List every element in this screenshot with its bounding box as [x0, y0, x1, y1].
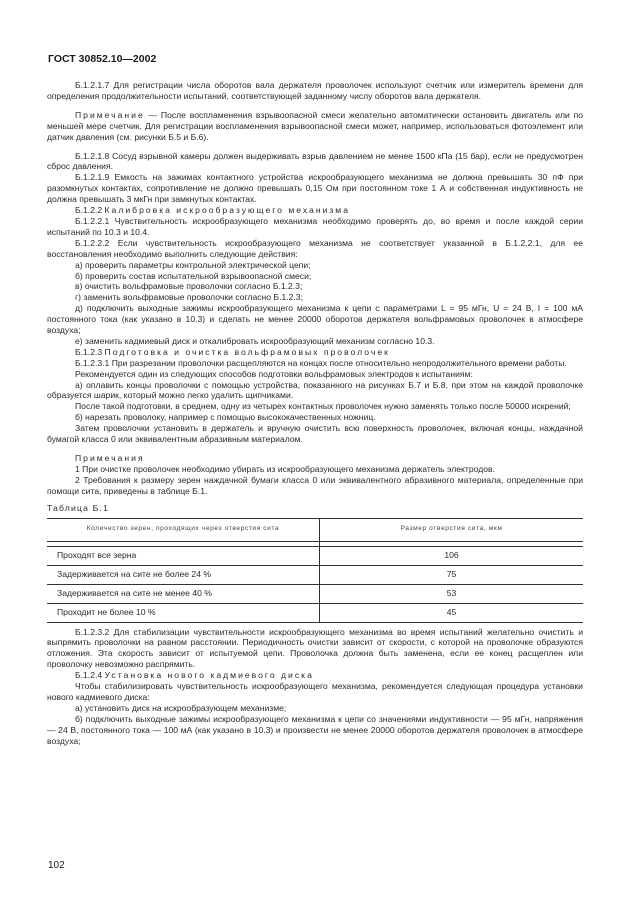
section-b124-heading	[47, 670, 583, 681]
table-cell: Проходит не более 10 %	[47, 603, 320, 622]
table-header-cell: Размер отверстия сита, мкм	[320, 518, 584, 541]
table-row	[47, 565, 583, 584]
table-row	[47, 603, 583, 622]
table-cell: Проходят все зерна	[47, 546, 320, 565]
paragraph-recommend: Рекомендуется один из следующих способов подготовки вольфрамовых электродов к испытаниям:	[75, 368, 473, 379]
document-body	[47, 80, 583, 747]
paragraph-b1218: Б.1.2.1.8 Сосуд взрывной камеры должен выдерживать взрыв давлением не менее 1500 кПа (15 бар), если не предусмотрен сброс давления.	[47, 150, 583, 172]
sieve-table	[47, 518, 583, 623]
note-text: — После воспламенения взрывоопасной смеси желательно автоматически остановить двигатель или по меньшей мере счетчик. Для регистрации воспламенения взрывоопасной смеси может, например, использоваться фотоэлемент или датчик давления (см. рисунки Б.5 и Б.6).	[47, 109, 583, 142]
list-item: д) подключить выходные зажимы искрообразующего механизма к цепи с параметрами L = 95 мГн, U = 24 В, I = 100 мА постоянного тока (как указано в 10.3) и сделать не менее 20000 оборотов держателя вольфрамовых проволочек в атмосфере воздуха;	[47, 303, 583, 336]
list-item: а) проверить параметры контрольной электрической цепи;	[75, 259, 311, 270]
paragraph-b1219: Б.1.2.1.9 Емкость на зажимах контактного устройства искрообразующего механизма не должна превышать 30 пФ при разомкнутых контактах, сопротивление не должно превышать 0,15 Ом при постоянном токе 1 А и собственная индуктивность не должна превышать 3 мкГн при замкнутых контактах.	[47, 172, 583, 205]
table-cell: 106	[320, 546, 584, 565]
section-b122-heading	[47, 205, 583, 216]
section-b123-heading	[47, 347, 583, 358]
list-item: б) подключить выходные зажимы искрообразующего механизма к цепи со значениями индуктивности — 95 мГн, напряжения — 24 В, постоянного тока — 100 мА (как указано в 10.3) и произвести не менее 20000 оборотов держателя проволочек в атмосфере воздуха;	[47, 713, 583, 746]
paragraph-b1217: Б.1.2.1.7 Для регистрации числа оборотов вала держателя проволочек используют счетчик или измеритель времени для определения продолжительности испытаний, соответствующей заданному числу оборотов вала держателя.	[47, 80, 583, 101]
note-item: 2 Требования к размеру зерен наждачной бумаги класса 0 или эквивалентного абразивного материала, определенные при помощи сита, приведены в таблице Б.1.	[47, 474, 583, 496]
table-cell: 75	[320, 565, 584, 584]
section-number: Б.1.2.4	[75, 670, 103, 681]
section-number: Б.1.2.3	[75, 346, 103, 357]
list-item: б) проверить состав испытательной взрывоопасной смеси;	[75, 270, 312, 281]
paragraph-then: Затем проволочки установить в держатель и вручную очистить всю поверхность проволочек, включая концы, наждачной бумагой класса 0 или эквивалентным абразивным материалом.	[47, 423, 583, 445]
section-title: Калибровка искрообразующего механизма	[104, 205, 350, 216]
table-cell: Задерживается на сите не менее 40 %	[47, 584, 320, 603]
list-item: г) заменить вольфрамовые проволочки согласно Б.1.2.3;	[75, 292, 303, 303]
paragraph-b124: Чтобы стабилизировать чувствительность искрообразующего механизма, рекомендуется следующая процедура установки нового кадмиевого диска:	[47, 681, 583, 702]
paragraph-b1231: Б.1.2.3.1 При разрезании проволочки расщепляются на концах после относительно непродолжительного времени работы.	[75, 357, 567, 368]
section-number: Б.1.2.2	[75, 205, 103, 216]
table-row	[47, 584, 583, 603]
note-label: Примечание	[75, 109, 145, 120]
notes-label-text: Примечания	[75, 453, 145, 463]
note-1	[47, 110, 583, 143]
table-caption: Таблица Б.1	[47, 502, 110, 513]
table-header-row	[47, 518, 583, 541]
note-item: 1 При очистке проволочек необходимо убирать из искрообразующего механизма держатель электродов.	[75, 463, 495, 474]
notes-label	[47, 453, 583, 464]
paragraph-after: После такой подготовки, в среднем, одну из четырех контактных проволочек нужно заменять только после 50000 искрений;	[75, 401, 571, 412]
table-cell: 53	[320, 584, 584, 603]
list-item: е) заменить кадмиевый диск и откалибровать искрообразующий механизм согласно 10.3.	[75, 335, 435, 346]
paragraph-b1221: Б.1.2.2.1 Чувствительность искрообразующего механизма необходимо проверять до, во время и после каждой серии испытаний по 10.3 и 10.4.	[47, 215, 583, 237]
section-title: Установка нового кадмиевого диска	[104, 670, 314, 681]
standard-title: ГОСТ 30852.10—2002	[48, 53, 157, 65]
table-header-cell: Количество зерен, проходящих через отверстия сита	[47, 518, 320, 541]
table-row	[47, 546, 583, 565]
list-item: а) оплавить концы проволочки с помощью устройства, показанного на рисунках Б.7 и Б.8, при этом на каждой проволочке образуется шарик, который можно легко удалить щипчиками.	[47, 379, 583, 401]
paragraph-b1222: Б.1.2.2.2 Если чувствительность искрообразующего механизма не соответствует указанной в Б.1.2.2.1, для ее восстановления необходимо выполнить следующие действия:	[47, 237, 583, 259]
table-cell: 45	[320, 603, 584, 622]
list-item: в) очистить вольфрамовые проволочки согласно Б.1.2.3;	[75, 281, 303, 292]
section-title: Подготовка и очистка вольфрамовых проволочек	[104, 346, 390, 357]
paragraph-b1232: Б.1.2.3.2 Для стабилизации чувствительности искрообразующего механизма во время испытаний желательно очистить и выпрямить проволочки на равном расстоянии. Периодичность очистки зависит от скорости, с которой на проволочке образуются отложения. Эта скорость зависит от испытуемой цепи. Проволочка должна быть заменена, если ее конец расщеплен или проволочку невозможно распрямить.	[47, 626, 583, 670]
table-cell: Задерживается на сите не более 24 %	[47, 565, 320, 584]
page-number: 102	[48, 860, 65, 871]
list-item: а) установить диск на искрообразующем механизме;	[75, 702, 287, 713]
list-item: б) нарезать проволоку, например с помощью высококачественных ножниц.	[75, 412, 376, 423]
